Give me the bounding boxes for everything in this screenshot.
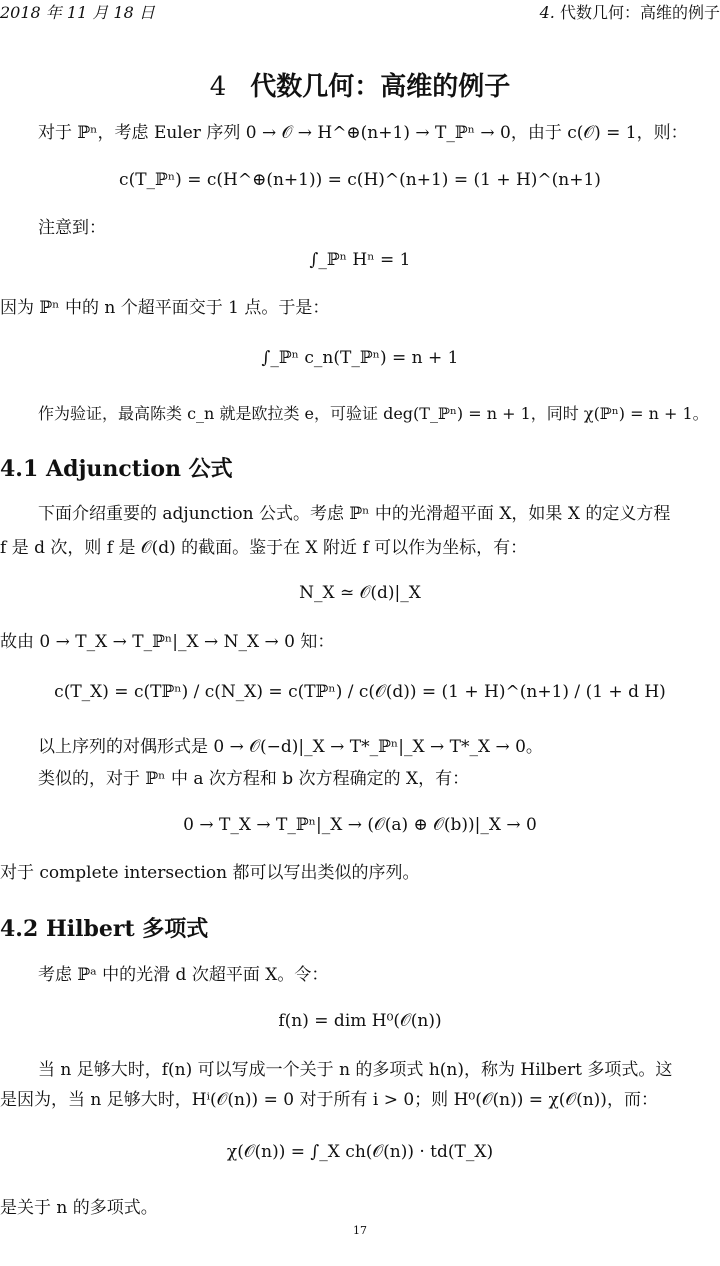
section-number: 4 xyxy=(209,72,227,102)
equation-euler-characteristic: χ(𝒪(n)) = ∫_X ch(𝒪(n)) · td(T_X) xyxy=(226,1142,494,1162)
paragraph-adjunction-line2: f 是 d 次，则 f 是 𝒪(d) 的截面。鉴于在 X 附近 f 可以作为坐标，有： xyxy=(0,538,528,558)
equation-complete-intersection-sequence: 0 → T_X → T_ℙⁿ|_X → (𝒪(a) ⊕ 𝒪(b))|_X → 0 xyxy=(183,815,537,835)
header-chapter-number: 4. xyxy=(539,3,555,22)
equation-chern-class: c(T_ℙⁿ) = c(H^⊕(n+1)) = c(H)^(n+1) = (1 + H)^(n+1) xyxy=(119,170,601,190)
header-chapter-title: 代数几何：高维的例子 xyxy=(559,3,720,22)
subsection-title: Adjunction 公式 xyxy=(46,456,233,482)
paragraph-note: 注意到： xyxy=(38,218,106,238)
page-number: 17 xyxy=(353,1224,367,1237)
paragraph-verification: 作为验证，最高陈类 c_n 就是欧拉类 e，可验证 deg(T_ℙⁿ) = n + 1，同时 χ(ℙⁿ) = n + 1。 xyxy=(38,404,709,423)
paragraph-complete-intersection: 对于 complete intersection 都可以写出类似的序列。 xyxy=(0,863,420,883)
paragraph-adjunction-line1: 下面介绍重要的 adjunction 公式。考虑 ℙⁿ 中的光滑超平面 X，如果 X 的定义方程 xyxy=(38,504,671,524)
paragraph-polynomial: 是关于 n 的多项式。 xyxy=(0,1198,158,1218)
subsection-hilbert-heading xyxy=(0,912,208,943)
paragraph-euler-sequence: 对于 ℙⁿ，考虑 Euler 序列 0 → 𝒪 → H^⊕(n+1) → T_ℙⁿ → 0，由于 c(𝒪) = 1，则： xyxy=(38,123,688,143)
equation-integral-h: ∫_ℙⁿ Hⁿ = 1 xyxy=(309,250,411,270)
paragraph-hilbert-line2: 是因为，当 n 足够大时，Hⁱ(𝒪(n)) = 0 对于所有 i > 0；则 H⁰(𝒪(n)) = χ(𝒪(n))，而： xyxy=(0,1090,658,1110)
paragraph-hyperplanes: 因为 ℙⁿ 中的 n 个超平面交于 1 点。于是： xyxy=(0,298,330,318)
subsection-adjunction-heading xyxy=(0,452,233,483)
equation-integral-cn: ∫_ℙⁿ c_n(T_ℙⁿ) = n + 1 xyxy=(261,348,459,368)
paragraph-exact-sequence: 故由 0 → T_X → T_ℙⁿ|_X → N_X → 0 知： xyxy=(0,632,335,652)
paragraph-hilbert-line1: 当 n 足够大时，f(n) 可以写成一个关于 n 的多项式 h(n)，称为 Hilbert 多项式。这 xyxy=(38,1060,673,1080)
subsection-number: 4.2 xyxy=(0,916,39,942)
equation-normal-bundle: N_X ≃ 𝒪(d)|_X xyxy=(299,583,421,603)
paragraph-dual-sequence: 以上序列的对偶形式是 0 → 𝒪(−d)|_X → T*_ℙⁿ|_X → T*_X → 0。 xyxy=(38,737,543,757)
equation-chern-tangent: c(T_X) = c(Tℙⁿ) / c(N_X) = c(Tℙⁿ) / c(𝒪(d)) = (1 + H)^(n+1) / (1 + d H) xyxy=(54,682,666,702)
header-date: 2018 年 11 月 18 日 xyxy=(0,3,155,22)
header-chapter xyxy=(540,0,720,23)
section-title-text: 代数几何：高维的例子 xyxy=(250,72,511,102)
section-title xyxy=(0,66,720,103)
paragraph-hilbert-setup: 考虑 ℙᵃ 中的光滑 d 次超平面 X。令： xyxy=(38,965,329,985)
paragraph-similar: 类似的，对于 ℙⁿ 中 a 次方程和 b 次方程确定的 X，有： xyxy=(38,769,470,789)
equation-dim-h0: f(n) = dim H⁰(𝒪(n)) xyxy=(278,1011,442,1031)
subsection-title: Hilbert 多项式 xyxy=(46,916,209,942)
subsection-number: 4.1 xyxy=(0,456,39,482)
